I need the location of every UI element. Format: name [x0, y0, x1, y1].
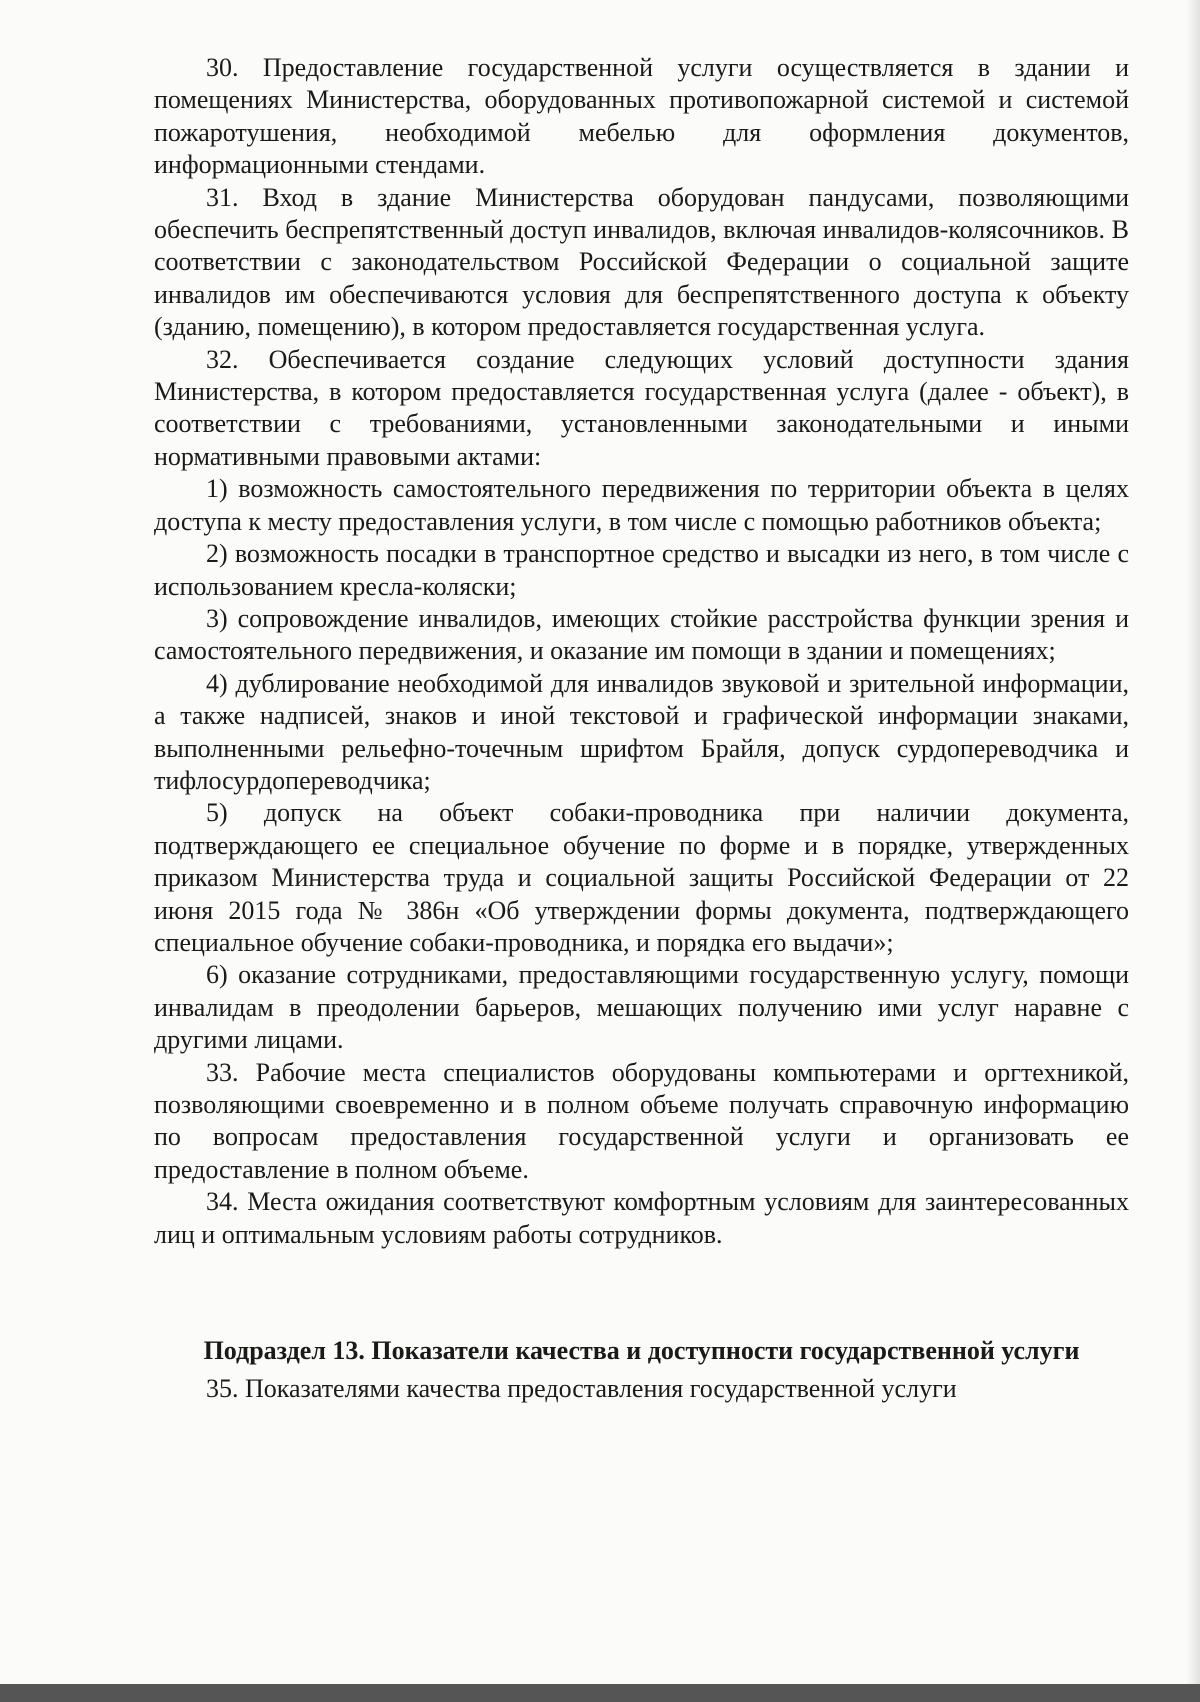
paragraph-32-item-3: 3) сопровождение инвалидов, имеющих стойкие расстройства функции зрения и самостоятельного передвижения, и оказание им помощи в здании и помещениях; [154, 603, 1129, 666]
paragraph-33: 33. Рабочие места специалистов оборудованы компьютерами и оргтехникой, позволяющими своевременно и в полном объеме получать справочную информацию по вопросам предоставления государственной услуги и организовать ее предоставление в полном объеме. [154, 1057, 1129, 1184]
page-edge-shadow [1186, 0, 1200, 1702]
paragraph-32-item-4: 4) дублирование необходимой для инвалидов звуковой и зрительной информации, а также надписей, знаков и иной текстовой и графической информации знаками, выполненными рельефно-точечным шрифтом Брайля, допуск сурдопереводчика и тифлосурдопереводчика; [154, 668, 1129, 795]
section-heading: Подраздел 13. Показатели качества и доступности государственной услуги [203, 1336, 1080, 1366]
paragraph-32-item-1: 1) возможность самостоятельного передвижения по территории объекта в целях доступа к месту предоставления услуги, в том числе с помощью работников объекта; [154, 474, 1129, 536]
paragraph-35: 35. Показателями качества предоставления государственной услуги [206, 1374, 957, 1404]
paragraph-30: 30. Предоставление государственной услуги осуществляется в здании и помещениях Министерства, оборудованных противопожарной системой и системой пожаротушения, необходимой мебелью для оформления документов, информационными стендами. [154, 53, 1129, 180]
paragraph-34: 34. Места ожидания соответствуют комфортным условиям для заинтересованных лиц и оптимальным условиям работы сотрудников. [154, 1187, 1129, 1249]
paragraph-32: 32. Обеспечивается создание следующих условий доступности здания Министерства, в котором предоставляется государственная услуга (далее - объект), в соответствии с требованиями, установленными законодательными и иными нормативными правовыми актами: [154, 344, 1129, 471]
paragraph-32-item-5: 5) допуск на объект собаки-проводника при наличии документа, подтверждающего ее специальное обучение по форме и в порядке, утвержденных приказом Министерства труда и социальной защиты Российской Федерации от 22 июня 2015 года № 386н «Об утверждении формы документа, подтверждающего специальное обучение собаки-проводника, и порядка его выдачи»; [154, 798, 1129, 957]
paragraph-32-item-2: 2) возможность посадки в транспортное средство и высадки из него, в том числе с использованием кресла-коляски; [154, 539, 1129, 601]
scan-bottom-edge [0, 1684, 1200, 1702]
paragraph-32-item-6: 6) оказание сотрудниками, предоставляющими государственную услугу, помощи инвалидам в преодолении барьеров, мешающих получению ими услуг наравне с другими лицами. [154, 960, 1129, 1055]
document-body [154, 52, 1129, 1405]
paragraph-31: 31. Вход в здание Министерства оборудован пандусами, позволяющими обеспечить беспрепятственный доступ инвалидов, включая инвалидов-колясочников. В соответствии с законодательством Российской Федерации о социальной защите инвалидов им обеспечиваются условия для беспрепятственного доступа к объекту (зданию, помещению), в котором предоставляется государственная услуга. [154, 182, 1129, 342]
